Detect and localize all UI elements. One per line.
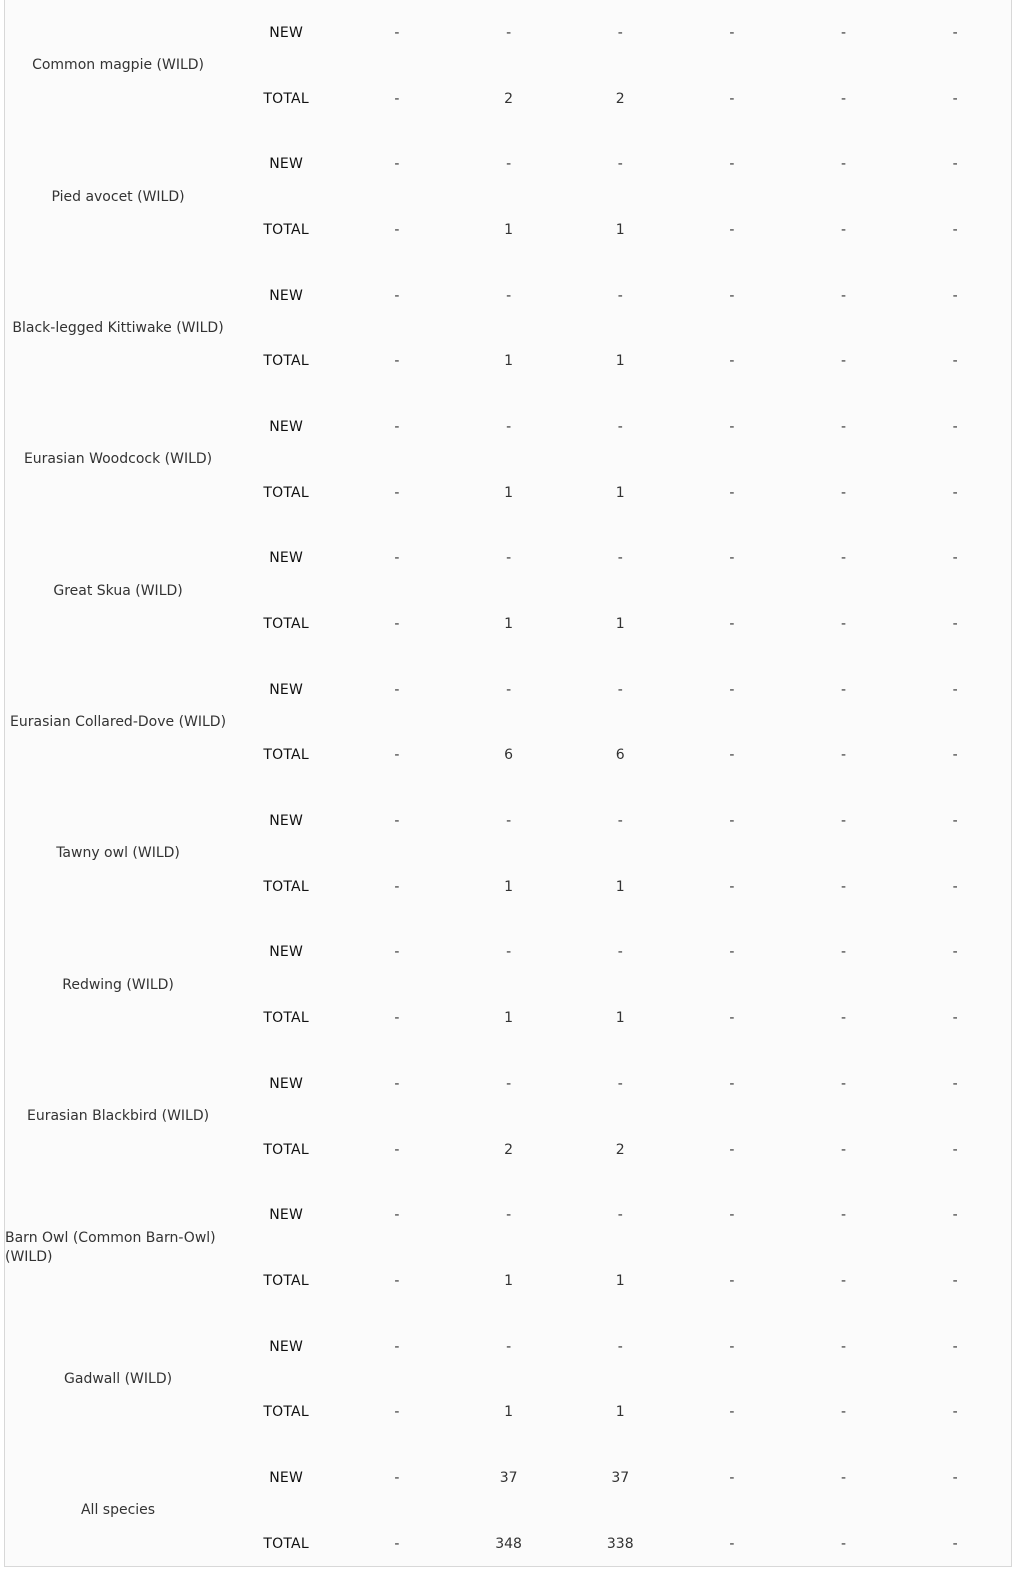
count-cell: - — [394, 1338, 400, 1355]
count-cell: - — [952, 156, 958, 173]
count-cell: - — [617, 1338, 623, 1355]
table-row-new — [5, 0, 1011, 66]
table-row-new — [5, 657, 1011, 723]
count-cell: - — [729, 353, 735, 370]
count-cell: - — [840, 1535, 847, 1552]
table-row-new — [5, 263, 1011, 329]
count-cell: - — [952, 1272, 958, 1289]
count-cell: - — [729, 484, 735, 501]
total-label: TOTAL — [263, 1404, 309, 1421]
count-cell: - — [840, 418, 847, 435]
table-row-new — [5, 1051, 1011, 1117]
count-cell: 348 — [495, 1535, 522, 1552]
count-cell: 1 — [615, 1272, 625, 1289]
count-cell: - — [394, 1404, 400, 1421]
count-cell: 2 — [615, 90, 625, 107]
table-row-new — [5, 526, 1011, 592]
new-label: NEW — [269, 24, 303, 41]
table-row-new — [5, 788, 1011, 854]
species-report-panel — [4, 0, 1012, 1567]
count-cell: - — [729, 616, 735, 633]
table-row-new — [5, 131, 1011, 197]
count-cell: - — [729, 24, 735, 41]
count-cell: - — [840, 287, 847, 304]
count-cell: - — [840, 1338, 847, 1355]
count-cell: - — [840, 484, 847, 501]
count-cell: - — [952, 616, 958, 633]
total-label: TOTAL — [263, 221, 309, 238]
count-cell: - — [617, 1207, 623, 1224]
count-cell: - — [506, 287, 512, 304]
count-cell: - — [394, 1469, 400, 1486]
count-cell: 338 — [606, 1535, 634, 1552]
count-cell: - — [952, 1075, 958, 1092]
count-cell: - — [840, 550, 847, 567]
count-cell: - — [394, 1010, 400, 1027]
new-label: NEW — [269, 287, 303, 304]
count-cell: - — [952, 878, 958, 895]
count-cell: - — [394, 1272, 400, 1289]
total-label: TOTAL — [263, 353, 309, 370]
count-cell: - — [729, 944, 735, 961]
count-cell: - — [729, 1207, 735, 1224]
count-cell: - — [729, 1469, 735, 1486]
count-cell: 1 — [504, 353, 514, 370]
species-name: Redwing (WILD) — [62, 976, 174, 993]
count-cell: - — [394, 156, 400, 173]
new-label: NEW — [269, 550, 303, 567]
count-cell: - — [952, 944, 958, 961]
total-label: TOTAL — [263, 484, 309, 501]
count-cell: 1 — [615, 616, 625, 633]
count-cell: - — [394, 1075, 400, 1092]
count-cell: - — [840, 944, 847, 961]
count-cell: - — [840, 1075, 847, 1092]
table-row-new — [5, 1445, 1011, 1511]
count-cell: - — [506, 24, 512, 41]
count-cell: - — [394, 616, 400, 633]
total-label: TOTAL — [263, 1010, 309, 1027]
count-cell: - — [617, 681, 623, 698]
species-name: Eurasian Woodcock (WILD) — [23, 451, 213, 468]
count-cell: - — [840, 1469, 847, 1486]
count-cell: 1 — [615, 484, 625, 501]
count-cell: - — [840, 90, 847, 107]
count-cell: - — [952, 287, 958, 304]
new-label: NEW — [269, 1207, 303, 1224]
count-cell: - — [506, 944, 512, 961]
count-cell: - — [840, 747, 847, 764]
species-counts-body — [5, 0, 1011, 1577]
new-label: NEW — [269, 418, 303, 435]
count-cell: - — [394, 1141, 400, 1158]
count-cell: 6 — [615, 747, 625, 764]
count-cell: - — [729, 550, 735, 567]
species-name: Tawny owl (WILD) — [56, 845, 180, 862]
species-name: Pied avocet (WILD) — [51, 188, 185, 205]
count-cell: - — [840, 813, 847, 830]
count-cell: - — [840, 221, 847, 238]
count-cell: 1 — [615, 353, 625, 370]
count-cell: - — [840, 616, 847, 633]
count-cell: - — [840, 878, 847, 895]
new-label: NEW — [269, 1469, 303, 1486]
count-cell: 2 — [615, 1141, 625, 1158]
count-cell: - — [952, 484, 958, 501]
count-cell: - — [729, 747, 735, 764]
count-cell: - — [729, 418, 735, 435]
count-cell: - — [840, 353, 847, 370]
count-cell: - — [952, 813, 958, 830]
total-label: TOTAL — [263, 1272, 309, 1289]
new-label: NEW — [269, 1338, 303, 1355]
count-cell: - — [729, 1272, 735, 1289]
new-label: NEW — [269, 813, 303, 830]
count-cell: 37 — [611, 1469, 630, 1486]
count-cell: - — [394, 681, 400, 698]
total-label: TOTAL — [263, 90, 309, 107]
count-cell: - — [506, 1075, 512, 1092]
count-cell: - — [952, 550, 958, 567]
table-row-new — [5, 1314, 1011, 1380]
count-cell: 1 — [615, 878, 625, 895]
count-cell: - — [729, 878, 735, 895]
species-name: All species — [80, 1502, 156, 1519]
total-label: TOTAL — [263, 878, 309, 895]
count-cell: - — [729, 1535, 735, 1552]
species-name: Black-legged Kittiwake (WILD) — [12, 319, 224, 336]
count-cell: - — [394, 813, 400, 830]
count-cell: - — [394, 944, 400, 961]
count-cell: - — [952, 1141, 958, 1158]
count-cell: - — [729, 156, 735, 173]
count-cell: 1 — [615, 221, 625, 238]
count-cell: - — [729, 1141, 735, 1158]
count-cell: - — [617, 418, 623, 435]
species-counts-table — [5, 0, 1011, 1577]
count-cell: - — [729, 813, 735, 830]
count-cell: 1 — [504, 616, 514, 633]
table-row-new — [5, 1182, 1011, 1248]
table-row-new — [5, 920, 1011, 986]
count-cell: - — [729, 1010, 735, 1027]
count-cell: - — [729, 1404, 735, 1421]
count-cell: - — [729, 90, 735, 107]
count-cell: - — [394, 1207, 400, 1224]
count-cell: 1 — [504, 484, 514, 501]
new-label: NEW — [269, 156, 303, 173]
count-cell: - — [394, 550, 400, 567]
count-cell: - — [952, 1535, 958, 1552]
total-label: TOTAL — [263, 747, 309, 764]
count-cell: 1 — [504, 878, 514, 895]
count-cell: - — [952, 1207, 958, 1224]
count-cell: - — [952, 353, 958, 370]
count-cell: 1 — [615, 1404, 625, 1421]
count-cell: - — [952, 747, 958, 764]
count-cell: - — [394, 418, 400, 435]
count-cell: - — [506, 418, 512, 435]
count-cell: - — [729, 221, 735, 238]
count-cell: - — [394, 747, 400, 764]
species-name: Barn Owl (Common Barn-Owl) (WILD) — [5, 1230, 216, 1266]
count-cell: - — [394, 1535, 400, 1552]
total-label: TOTAL — [263, 1141, 309, 1158]
species-name: Eurasian Blackbird (WILD) — [26, 1108, 210, 1125]
count-cell: - — [506, 681, 512, 698]
count-cell: - — [506, 156, 512, 173]
count-cell: - — [394, 24, 400, 41]
count-cell: - — [394, 353, 400, 370]
count-cell: - — [952, 1338, 958, 1355]
count-cell: - — [729, 1075, 735, 1092]
species-name: Great Skua (WILD) — [53, 582, 183, 599]
count-cell: - — [394, 878, 400, 895]
count-cell: 1 — [504, 1272, 514, 1289]
count-cell: 1 — [504, 1404, 514, 1421]
count-cell: 1 — [504, 221, 514, 238]
count-cell: - — [506, 1338, 512, 1355]
count-cell: - — [952, 681, 958, 698]
count-cell: - — [506, 813, 512, 830]
species-name: Common magpie (WILD) — [32, 57, 205, 74]
new-label: NEW — [269, 944, 303, 961]
count-cell: - — [506, 550, 512, 567]
count-cell: - — [729, 1338, 735, 1355]
count-cell: - — [840, 1404, 847, 1421]
count-cell: - — [617, 1075, 623, 1092]
count-cell: - — [952, 24, 958, 41]
count-cell: - — [394, 90, 400, 107]
count-cell: - — [617, 550, 623, 567]
count-cell: - — [952, 221, 958, 238]
count-cell: - — [952, 90, 958, 107]
count-cell: - — [617, 287, 623, 304]
total-label: TOTAL — [263, 616, 309, 633]
total-label: TOTAL — [263, 1535, 309, 1552]
count-cell: - — [840, 1207, 847, 1224]
count-cell: - — [840, 1010, 847, 1027]
count-cell: - — [952, 1404, 958, 1421]
count-cell: - — [952, 418, 958, 435]
count-cell: - — [617, 944, 623, 961]
count-cell: - — [840, 681, 847, 698]
count-cell: 2 — [504, 90, 514, 107]
count-cell: - — [617, 813, 623, 830]
count-cell: 6 — [504, 747, 514, 764]
count-cell: - — [617, 156, 623, 173]
count-cell: - — [729, 681, 735, 698]
count-cell: - — [617, 24, 623, 41]
new-label: NEW — [269, 1075, 303, 1092]
count-cell: 1 — [615, 1010, 625, 1027]
count-cell: - — [394, 484, 400, 501]
count-cell: 37 — [499, 1469, 518, 1486]
species-name: Eurasian Collared-Dove (WILD) — [10, 714, 227, 731]
count-cell: - — [952, 1010, 958, 1027]
count-cell: - — [952, 1469, 958, 1486]
table-row-new — [5, 394, 1011, 460]
count-cell: 1 — [504, 1010, 514, 1027]
count-cell: - — [394, 287, 400, 304]
count-cell: - — [840, 156, 847, 173]
count-cell: - — [506, 1207, 512, 1224]
new-label: NEW — [269, 681, 303, 698]
count-cell: - — [840, 1272, 847, 1289]
count-cell: 2 — [504, 1141, 514, 1158]
count-cell: - — [394, 221, 400, 238]
count-cell: - — [840, 1141, 847, 1158]
species-name: Gadwall (WILD) — [64, 1370, 173, 1387]
count-cell: - — [840, 24, 847, 41]
count-cell: - — [729, 287, 735, 304]
